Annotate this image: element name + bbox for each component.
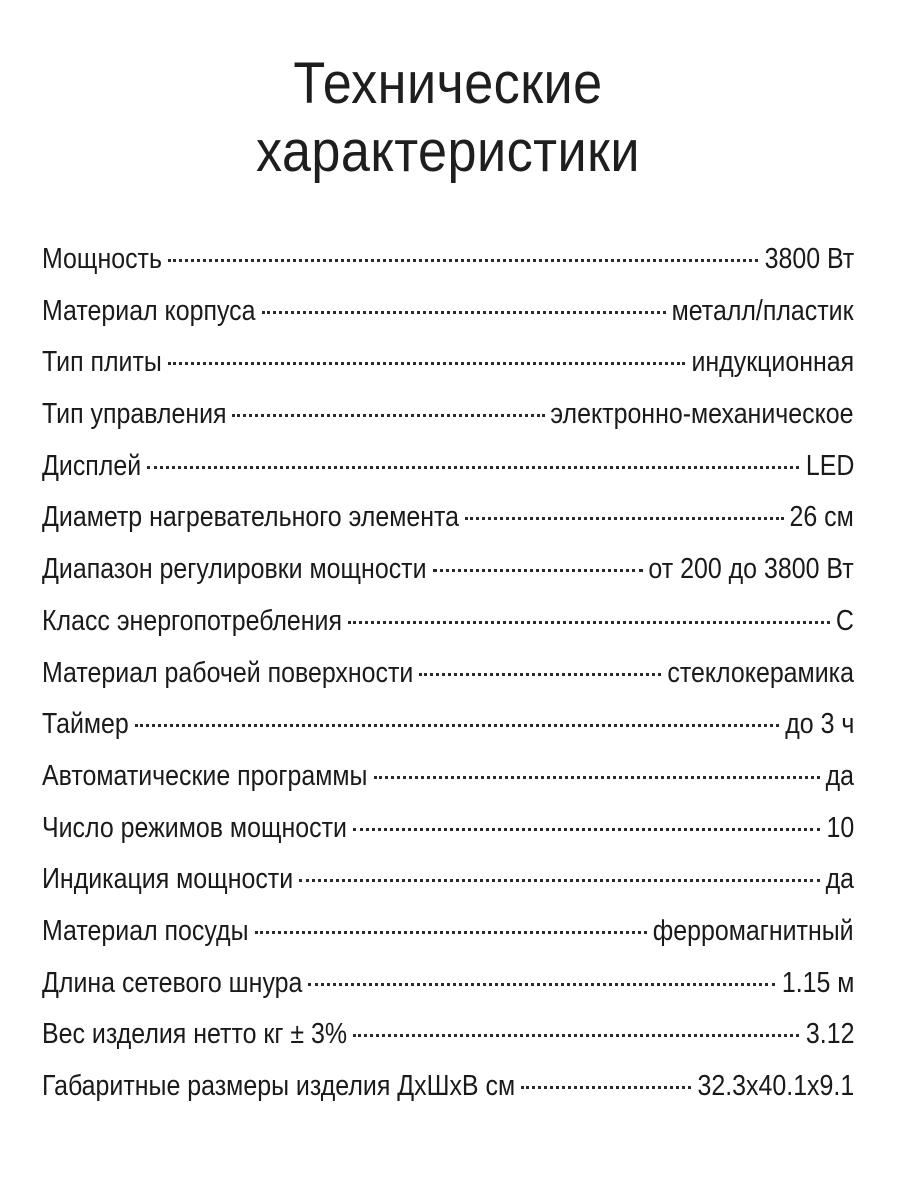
spec-value: да [825,759,854,792]
dot-leader [147,445,799,475]
spec-value: ферромагнитный [653,914,854,947]
spec-row [42,238,854,290]
spec-row [42,703,854,755]
dot-leader [353,1013,799,1043]
spec-label: Материал посуды [42,914,249,947]
spec-row [42,858,854,910]
spec-row [42,445,854,497]
spec-row [42,962,854,1014]
spec-row [42,600,854,652]
dot-leader [353,807,820,837]
dot-leader [255,910,648,940]
spec-label: Габаритные размеры изделия ДхШхВ см [42,1070,516,1102]
dot-leader [168,341,685,371]
spec-value: 26 см [789,501,854,534]
spec-value: 3800 Вт [764,243,854,275]
spec-row [42,341,854,393]
dot-leader [348,600,830,630]
dot-leader [168,238,758,268]
spec-label: Число режимов мощности [42,811,347,844]
spec-row [42,910,854,962]
spec-label: Автоматические программы [42,759,368,792]
spec-label: Вес изделия нетто кг ± 3% [42,1018,348,1051]
spec-value: да [825,863,854,896]
spec-row [42,496,854,548]
dot-leader [262,290,667,320]
spec-label: Материал рабочей поверхности [42,656,414,689]
spec-row [42,290,854,342]
page-title-line-2: характеристики [255,119,641,184]
spec-value: электронно-механическое [550,398,854,431]
spec-value: 3.12 [805,1018,854,1051]
dot-leader [374,755,820,785]
spec-value: 1.15 м [781,966,854,999]
spec-label: Мощность [42,243,162,275]
spec-label: Материал корпуса [42,294,256,327]
spec-row [42,393,854,445]
spec-row [42,807,854,859]
spec-row [42,548,854,600]
spec-list [42,238,854,1117]
spec-value: LED [805,449,854,482]
spec-value: индукционная [691,346,854,379]
spec-row [42,755,854,807]
spec-label: Диапазон регулировки мощности [42,553,427,586]
page-title [83,0,814,186]
dot-leader [232,393,544,423]
spec-value: от 200 до 3800 Вт [648,553,854,586]
spec-label: Класс энергопотребления [42,604,342,637]
dot-leader [135,703,779,733]
spec-row [42,652,854,704]
spec-label: Индикация мощности [42,863,294,896]
spec-value: 32.3х40.1х9.1 [697,1070,854,1102]
dot-leader [521,1065,691,1095]
spec-value: С [835,604,854,637]
spec-row [42,1013,854,1065]
dot-leader [308,962,775,992]
dot-leader [465,496,784,526]
spec-label: Длина сетевого шнура [42,966,303,999]
spec-value: стеклокерамика [667,656,854,689]
spec-value: металл/пластик [672,294,854,327]
dot-leader [433,548,643,578]
spec-label: Тип управления [42,398,227,431]
dot-leader [299,858,819,888]
spec-label: Тип плиты [42,346,162,379]
page-title-line-1: Технические [293,51,603,116]
spec-row [42,1065,854,1117]
spec-label: Дисплей [42,449,142,482]
spec-label: Диаметр нагревательного элемента [42,501,460,534]
spec-value: до 3 ч [784,708,854,741]
spec-value: 10 [826,811,854,844]
spec-label: Таймер [42,708,129,741]
dot-leader [419,652,661,682]
